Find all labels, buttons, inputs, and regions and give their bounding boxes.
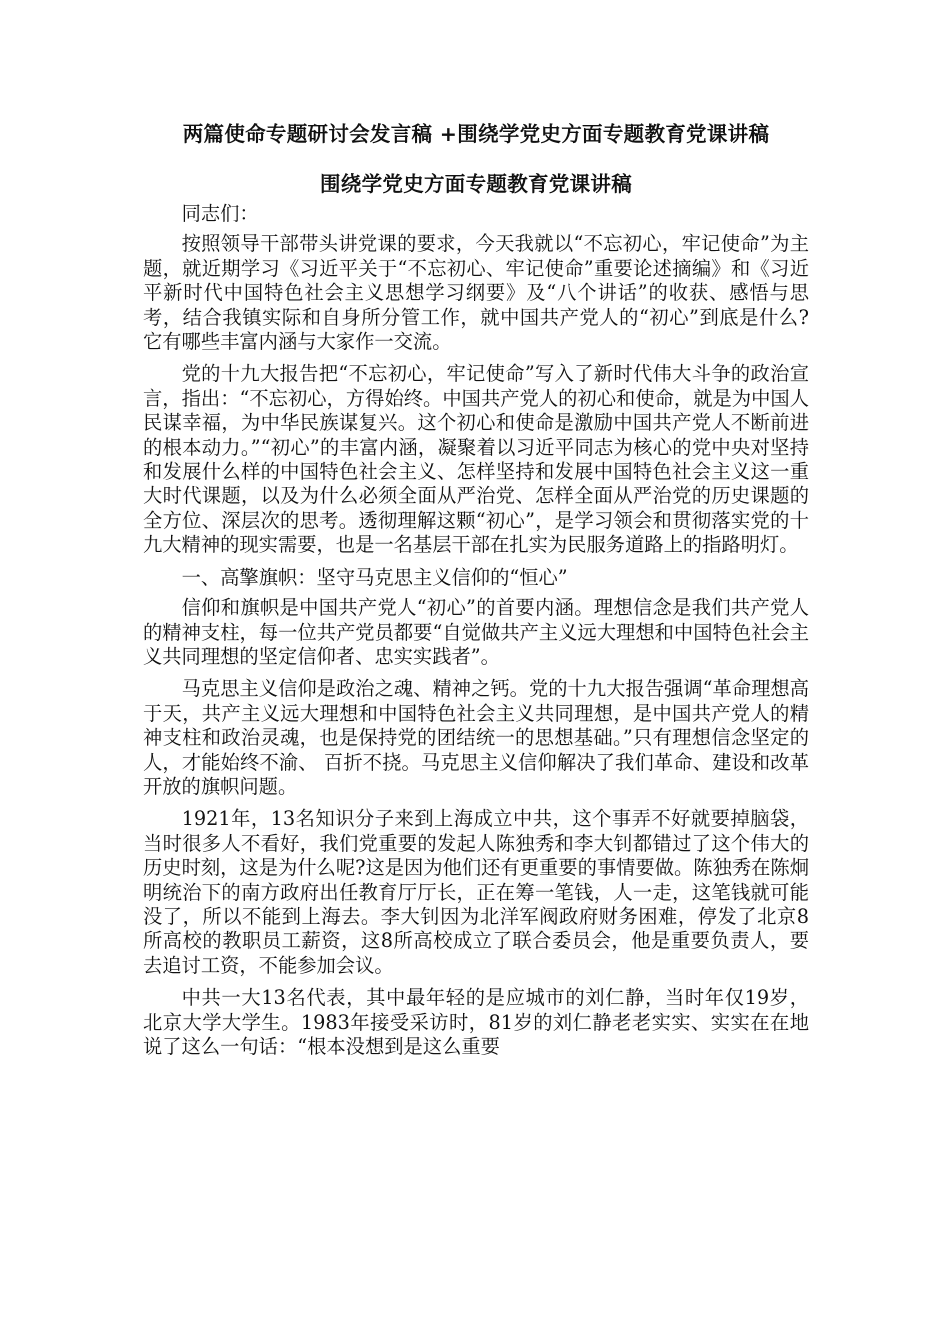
document-subtitle: 围绕学党史方面专题教育党课讲稿	[320, 172, 632, 196]
paragraph-belief: 信仰和旗帜是中国共产党人“初心”的首要内涵。理想信念是我们共产党人的精神支柱，每一位共产党员都要“自觉做共产主义远大理想和中国特色社会主义共同理想的坚定信仰者、忠实实践者”。	[143, 596, 809, 668]
paragraph-1921: 1921年，13名知识分子来到上海成立中共，这个事弄不好就要掉脑袋，当时很多人不看好，我们党重要的发起人陈独秀和李大钊都错过了这个伟大的历史时刻，这是为什么呢?这是因为他们还有更重要的事情要做。陈独秀在陈炯明统治下的南方政府出任教育厅厅长，正在筹一笔钱，人一走，这笔钱就可能没了，所以不能到上海去。李大钊因为北洋军阀政府财务困难，停发了北京8所高校的教职员工薪资，这8所高校成立了联合委员会，他是重要负责人，要去追讨工资，不能参加会议。	[143, 807, 809, 977]
paragraph-report: 党的十九大报告把“不忘初心，牢记使命”写入了新时代伟大斗争的政治宣言，指出：“不忘初心，方得始终。中国共产党人的初心和使命，就是为中国人民谋幸福，为中华民族谋复兴。这个初心和使命是激励中国共产党人不断前进的根本动力。”“初心”的丰富内涵，凝聚着以习近平同志为核心的党中央对坚持和发展什么样的中国特色社会主义、怎样坚持和发展中国特色社会主义这一重大时代课题，以及为什么必须全面从严治党、怎样全面从严治党的历史课题的全方位、深层次的思考。透彻理解这颗“初心”，是学习领会和贯彻落实党的十九大精神的现实需要，也是一名基层干部在扎实为民服务道路上的指路明灯。	[143, 362, 809, 557]
document-body	[143, 202, 809, 1059]
document-page	[143, 120, 809, 1059]
document-title: 两篇使命专题研讨会发言稿 +围绕学党史方面专题教育党课讲稿	[182, 122, 770, 146]
paragraph-intro: 按照领导干部带头讲党课的要求，今天我就以“不忘初心，牢记使命”为主题，就近期学习《习近平关于“不忘初心、牢记使命”重要论述摘编》和《习近平新时代中国特色社会主义思想学习纲要》及“八个讲话”的收获、感悟与思考，结合我镇实际和自身所分管工作，就中国共产党人的“初心”到底是什么?它有哪些丰富内涵与大家作一交流。	[143, 232, 809, 354]
salutation: 同志们：	[181, 202, 259, 225]
section-heading: 一、高擎旗帜：坚守马克思主义信仰的“恒心”	[181, 565, 568, 589]
paragraph-marxism: 马克思主义信仰是政治之魂、精神之钙。党的十九大报告强调“革命理想高于天，共产主义远大理想和中国特色社会主义共同理想，是中国共产党人的精神支柱和政治灵魂，也是保持党的团结统一的思想基础。”只有理想信念坚定的人，才能始终不渝、 百折不挠。马克思主义信仰解决了我们革命、建设和改革开放的旗帜问题。	[143, 677, 809, 798]
paragraph-first-congress: 中共一大13名代表，其中最年轻的是应城市的刘仁静，当时年仅19岁，北京大学大学生。1983年接受采访时，81岁的刘仁静老老实实、实实在在地说了这么一句话：“根本没想到是这么重要	[143, 986, 809, 1058]
